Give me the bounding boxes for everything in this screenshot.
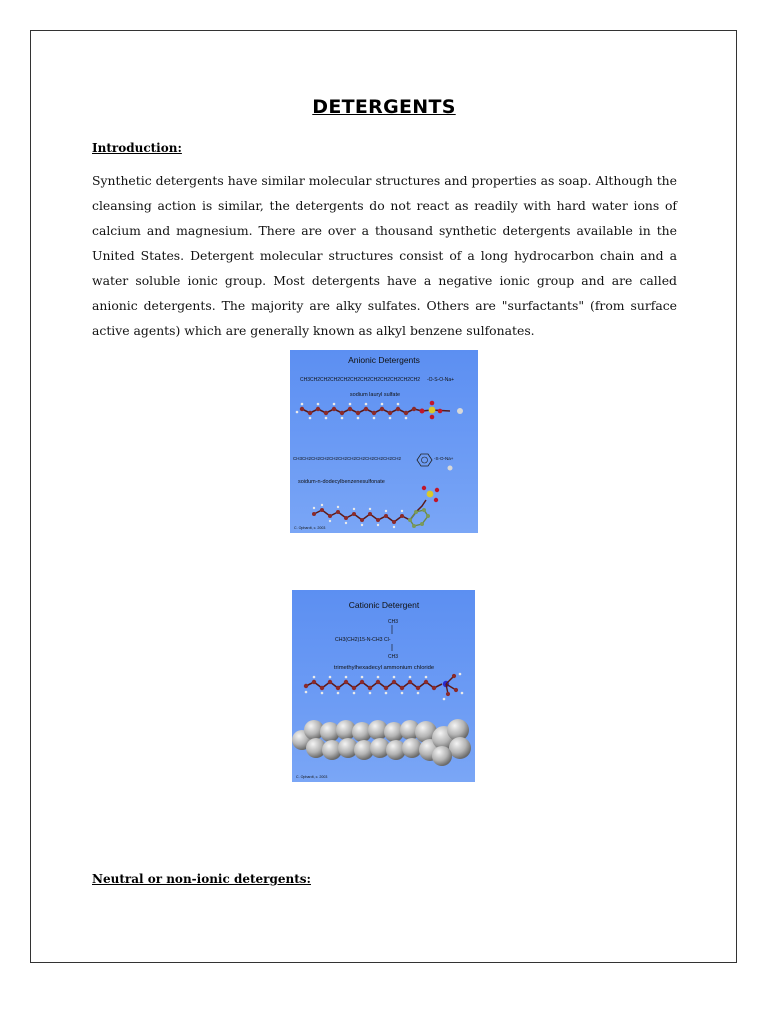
cationic-figure-title: Cationic Detergent <box>348 600 420 610</box>
benzene-ring-icon <box>417 454 432 466</box>
introduction-heading: Introduction: <box>92 141 182 155</box>
cationic-ball-stick-model <box>304 673 464 701</box>
anionic-formula-2: CH3CH2CH2CH2CH2CH2CH2CH2CH2CH2CH2CH2 <box>293 456 402 461</box>
document-title: DETERGENTS <box>312 96 456 118</box>
trimethylhexadecyl-ammonium-chloride-label: trimethylhexadecyl ammonium chloride <box>333 665 435 671</box>
anionic-figure-title: Anionic Detergents <box>348 355 420 365</box>
lauryl-sulfate-ball-stick-model <box>296 401 463 420</box>
dodecylbenzenesulfonate-ball-stick-model <box>312 466 453 529</box>
ch3-bottom: CH3 <box>388 654 399 660</box>
cationic-detergent-figure <box>292 590 475 782</box>
anionic-formula-1: CH3CH2CH2CH2CH2CH2CH2CH2CH2CH2CH2CH2 <box>300 377 421 383</box>
cationic-figure-credit: C. Ophardt, c. 2003 <box>296 775 328 779</box>
sulfonate-group: -S-O-Na+ <box>434 456 454 461</box>
sulfate-group: -O-S-O-Na+ <box>427 377 455 383</box>
space-filling-model <box>292 719 471 766</box>
dodecylbenzenesulfonate-label: soidum-n-dodecylbenzenesulfonate <box>298 479 385 485</box>
neutral-detergents-heading: Neutral or non-ionic detergents: <box>92 872 311 886</box>
intro-paragraph: Synthetic detergents have similar molecular structures and properties as soap. Although the cleansing action is similar, the detergents do not react as readily with hard water ions of calcium and magnesium. There are over a thousand synthetic detergents available in the United States. Detergent molecular structures consist of a long hydrocarbon chain and a water soluble ionic group. Most detergents have a negative ionic group and are called anionic detergents. The majority are alky sulfates. Others are "surfactants" (from surface active agents) which are generally known as alkyl benzene sulfonates. <box>92 173 677 338</box>
sodium-lauryl-sulfate-label: sodium lauryl sulfate <box>349 392 401 398</box>
cationic-formula: CH3(CH2)15-N-CH3 Cl- <box>335 637 391 643</box>
ch3-top: CH3 <box>388 619 399 625</box>
anionic-detergents-figure <box>290 350 478 533</box>
anionic-figure-credit: C. Ophardt, c. 2003 <box>294 526 326 530</box>
